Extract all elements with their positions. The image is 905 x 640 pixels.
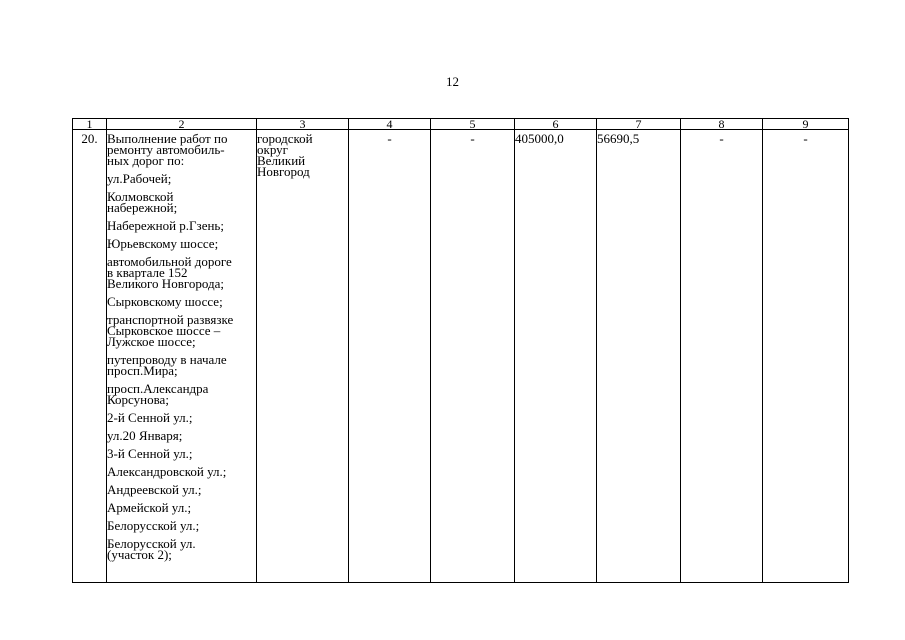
header-row bbox=[73, 119, 849, 130]
data-table bbox=[72, 118, 849, 583]
list-item-line: Белорусской ул.; bbox=[107, 518, 200, 533]
list-item bbox=[107, 502, 256, 513]
description-line: ных дорог по: bbox=[107, 153, 185, 168]
list-item-line: 2-й Сенной ул.; bbox=[107, 410, 193, 425]
location-cell bbox=[257, 130, 349, 583]
list-item-line: Александровской ул.; bbox=[107, 464, 227, 479]
column-header-3: 3 bbox=[257, 119, 349, 130]
column-header-9: 9 bbox=[763, 119, 849, 130]
work-description-cell bbox=[107, 130, 257, 583]
list-item bbox=[107, 520, 256, 531]
list-item bbox=[107, 430, 256, 441]
list-item bbox=[107, 173, 256, 184]
col-7-value: 56690,5 bbox=[597, 130, 681, 583]
col-5-value: - bbox=[431, 130, 515, 583]
page-number: 12 bbox=[446, 74, 459, 89]
col-8-value: - bbox=[681, 130, 763, 583]
description-line: ремонту автомобиль- bbox=[107, 142, 225, 157]
list-item bbox=[107, 466, 256, 477]
list-item bbox=[107, 448, 256, 459]
work-description-title bbox=[107, 133, 256, 166]
list-item-line: Белорусской ул. bbox=[107, 536, 196, 551]
description-line: Выполнение работ по bbox=[107, 131, 228, 146]
list-item-line: транспортной развязке bbox=[107, 312, 234, 327]
list-item bbox=[107, 314, 256, 347]
list-item-line: Юрьевскому шоссе; bbox=[107, 236, 219, 251]
list-item-line: ул.Рабочей; bbox=[107, 171, 172, 186]
list-item-line: Андреевской ул.; bbox=[107, 482, 202, 497]
list-item-line: в квартале 152 bbox=[107, 265, 188, 280]
list-item-line: Сырковское шоссе – bbox=[107, 323, 221, 338]
row-number: 20. bbox=[73, 130, 107, 583]
column-header-2: 2 bbox=[107, 119, 257, 130]
column-header-5: 5 bbox=[431, 119, 515, 130]
list-item-line: просп.Александра bbox=[107, 381, 209, 396]
list-item-line: просп.Мира; bbox=[107, 363, 178, 378]
column-header-1: 1 bbox=[73, 119, 107, 130]
location-line: Новгород bbox=[257, 164, 310, 179]
list-item-line: путепроводу в начале bbox=[107, 352, 227, 367]
list-item-line: набережной; bbox=[107, 200, 178, 215]
list-item bbox=[107, 538, 256, 560]
list-item-line: Набережной р.Гзень; bbox=[107, 218, 224, 233]
list-item bbox=[107, 191, 256, 213]
list-item-line: автомобильной дороге bbox=[107, 254, 232, 269]
location-line: Великий bbox=[257, 153, 306, 168]
list-item bbox=[107, 220, 256, 231]
list-item-line: ул.20 Января; bbox=[107, 428, 183, 443]
col-9-value: - bbox=[763, 130, 849, 583]
col-4-value: - bbox=[349, 130, 431, 583]
col-6-value: 405000,0 bbox=[515, 130, 597, 583]
list-item-line: Великого Новгорода; bbox=[107, 276, 224, 291]
location-line: городской bbox=[257, 131, 313, 146]
column-header-7: 7 bbox=[597, 119, 681, 130]
list-item bbox=[107, 412, 256, 423]
road-list bbox=[107, 173, 256, 560]
list-item bbox=[107, 296, 256, 307]
list-item-line: Лужское шоссе; bbox=[107, 334, 196, 349]
list-item-line: Колмовской bbox=[107, 189, 174, 204]
list-item bbox=[107, 383, 256, 405]
list-item-line: Сырковскому шоссе; bbox=[107, 294, 223, 309]
location-line: округ bbox=[257, 142, 288, 157]
column-header-8: 8 bbox=[681, 119, 763, 130]
list-item bbox=[107, 354, 256, 376]
list-item bbox=[107, 484, 256, 495]
table-row bbox=[73, 130, 849, 583]
list-item bbox=[107, 238, 256, 249]
column-header-4: 4 bbox=[349, 119, 431, 130]
list-item-line: Корсунова; bbox=[107, 392, 169, 407]
list-item-line: (участок 2); bbox=[107, 547, 172, 562]
column-header-6: 6 bbox=[515, 119, 597, 130]
list-item-line: Армейской ул.; bbox=[107, 500, 192, 515]
list-item bbox=[107, 256, 256, 289]
list-item-line: 3-й Сенной ул.; bbox=[107, 446, 193, 461]
